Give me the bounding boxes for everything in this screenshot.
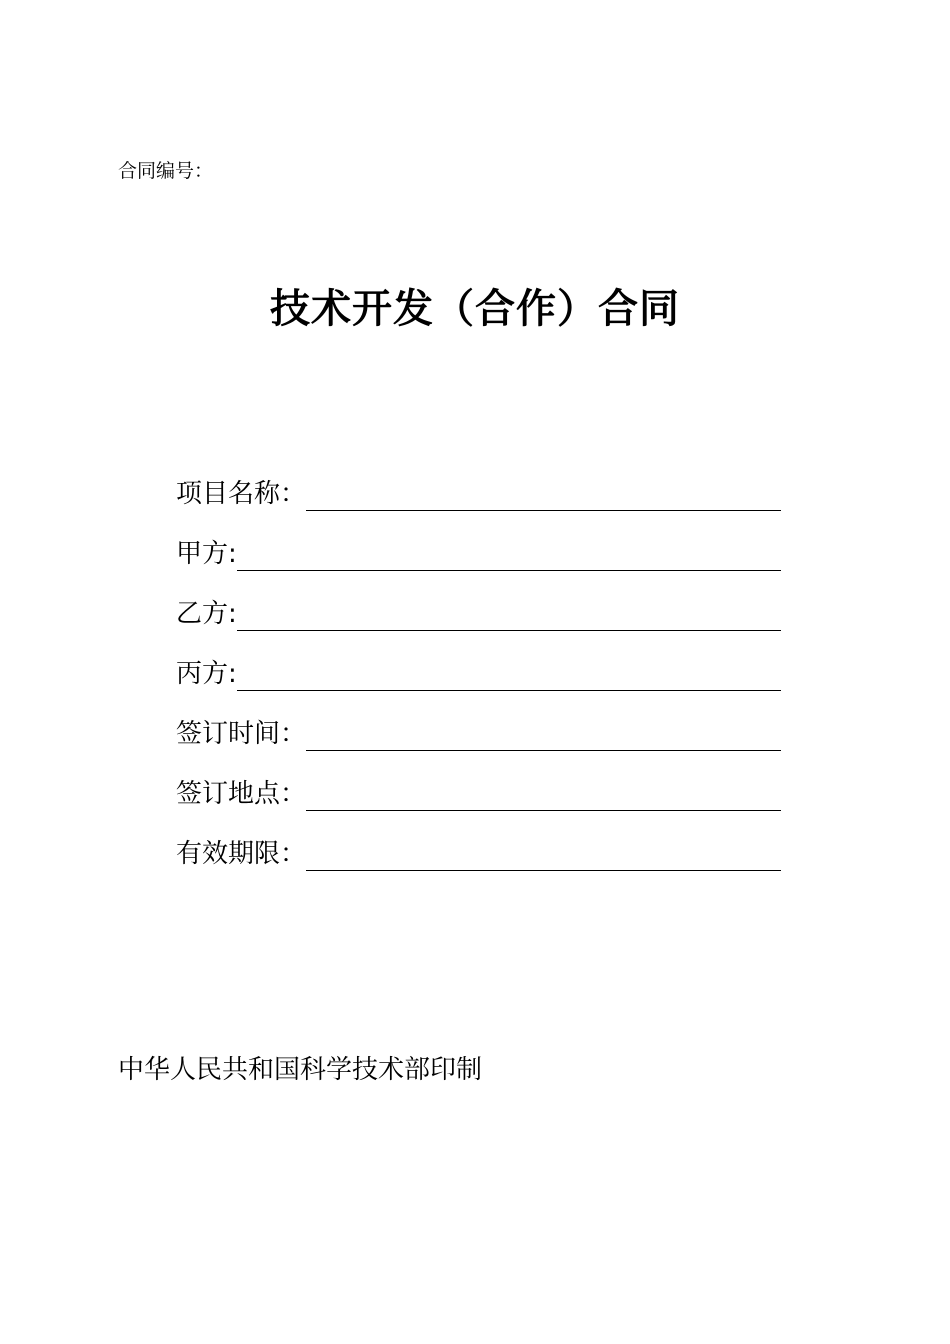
field-label: 丙方: [176, 659, 237, 689]
fill-in-blank [237, 690, 781, 691]
field-label: 签订时间： [176, 719, 307, 749]
field-project-name [176, 452, 781, 512]
field-validity-period [176, 812, 781, 872]
field-party-b [176, 572, 781, 632]
field-label: 乙方: [176, 599, 237, 629]
fill-in-blank [306, 750, 781, 751]
fill-in-blank [237, 630, 781, 631]
fill-in-blank [306, 510, 781, 511]
field-party-c [176, 632, 781, 692]
contract-fields [176, 452, 781, 872]
document-title: 技术开发（合作）合同 [270, 286, 680, 332]
fill-in-blank [237, 570, 781, 571]
issuer-text: 中华人民共和国科学技术部印制 [118, 1055, 483, 1085]
fill-in-blank [306, 810, 781, 811]
field-label: 有效期限： [176, 839, 307, 869]
field-label: 甲方: [176, 539, 237, 569]
field-label: 签订地点： [176, 779, 307, 809]
field-label: 项目名称： [176, 479, 307, 509]
field-signing-place [176, 752, 781, 812]
field-party-a [176, 512, 781, 572]
field-signing-time [176, 692, 781, 752]
contract-number-label: 合同编号： [118, 160, 214, 182]
fill-in-blank [306, 870, 781, 871]
